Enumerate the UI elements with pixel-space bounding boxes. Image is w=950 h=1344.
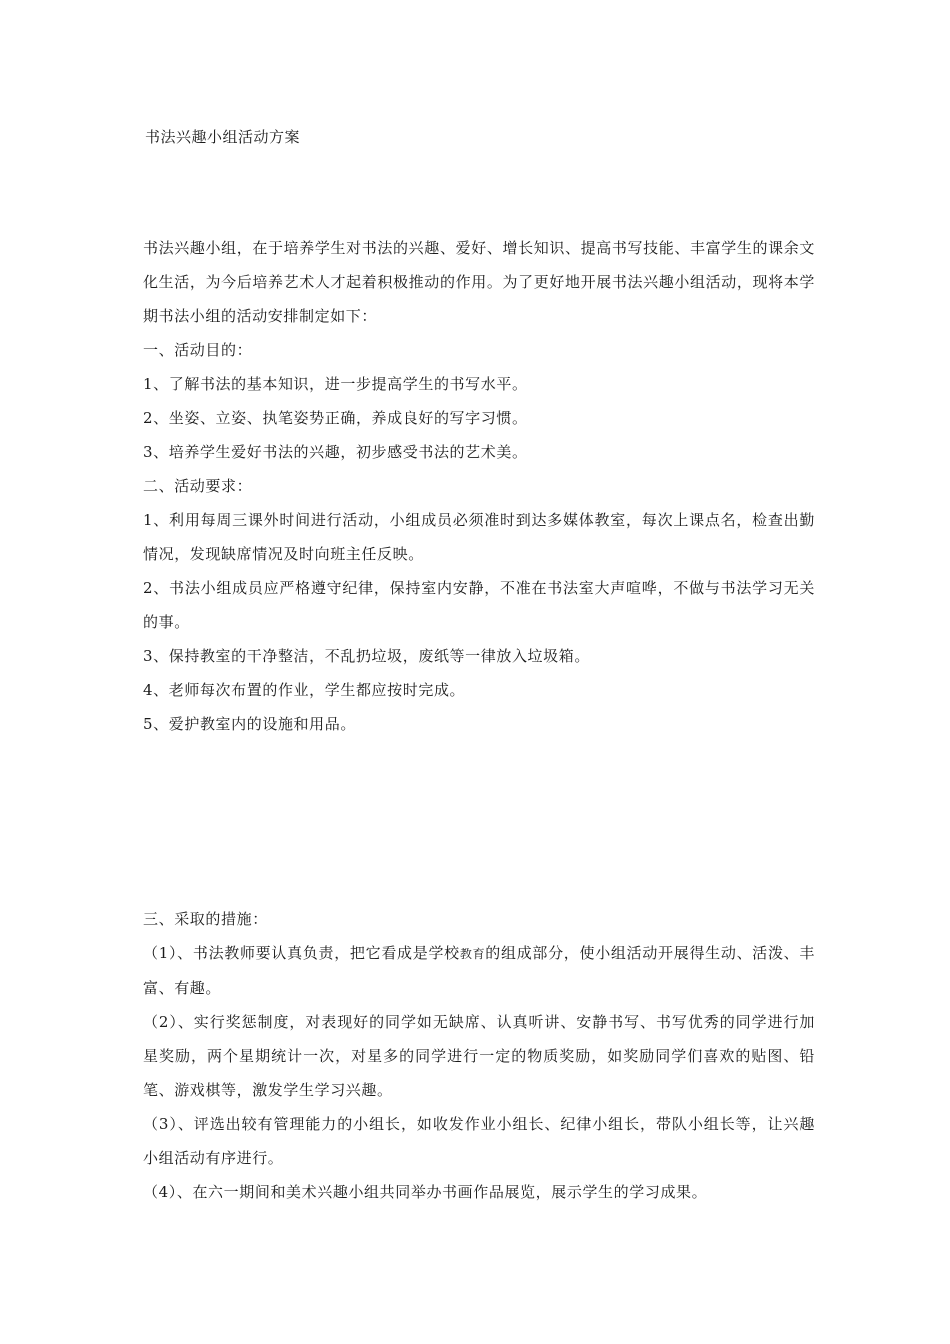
document-body-part-1: [143, 231, 815, 741]
measure-item: （3）、评选出较有管理能力的小组长，如收发作业小组长、纪律小组长，带队小组长等，让兴趣小组活动有序进行。: [143, 1115, 815, 1167]
measure-item: （4）、在六一期间和美术兴趣小组共同举办书画作品展览，展示学生的学习成果。: [143, 1183, 708, 1201]
document-title: 书法兴趣小组活动方案: [145, 128, 301, 146]
requirement-item: 1、利用每周三课外时间进行活动，小组成员必须准时到达多媒体教室，每次上课点名，检查出勤情况，发现缺席情况及时向班主任反映。: [143, 511, 815, 563]
measure-item: [143, 936, 815, 1005]
measure-item-text: 的组成部分，使小组活动开展得生动、活泼、丰富、有趣。: [143, 944, 815, 997]
section-heading-purpose: 一、活动目的：: [143, 341, 253, 359]
intro-paragraph: 书法兴趣小组，在于培养学生对书法的兴趣、爱好、增长知识、提高书写技能、丰富学生的课余文化生活，为今后培养艺术人才起着积极推动的作用。为了更好地开展书法兴趣小组活动，现将本学期书法小组的活动安排制定如下：: [143, 239, 815, 325]
requirement-item: 5、爱护教室内的设施和用品。: [143, 715, 356, 733]
section-heading-measures: 三、采取的措施：: [143, 910, 268, 928]
measure-item-small-text: 教育: [459, 947, 486, 961]
purpose-item: 2、坐姿、立姿、执笔姿势正确，养成良好的写字习惯。: [143, 409, 528, 427]
requirement-item: 3、保持教室的干净整洁，不乱扔垃圾，废纸等一律放入垃圾箱。: [143, 647, 590, 665]
purpose-item: 3、培养学生爱好书法的兴趣，初步感受书法的艺术美。: [143, 443, 528, 461]
requirement-item: 2、书法小组成员应严格遵守纪律，保持室内安静，不准在书法室大声喧哗，不做与书法学习无关的事。: [143, 579, 815, 631]
measure-item-text: （1）、书法教师要认真负责，把它看成是学校: [143, 944, 460, 962]
measure-item: （2）、实行奖惩制度，对表现好的同学如无缺席、认真听讲、安静书写、书写优秀的同学进行加星奖励，两个星期统计一次，对星多的同学进行一定的物质奖励，如奖励同学们喜欢的贴图、铅笔、游戏棋等，激发学生学习兴趣。: [143, 1013, 815, 1099]
document-body-part-2: [143, 902, 815, 1209]
requirement-item: 4、老师每次布置的作业，学生都应按时完成。: [143, 681, 466, 699]
section-heading-requirements: 二、活动要求：: [143, 477, 253, 495]
purpose-item: 1、了解书法的基本知识，进一步提高学生的书写水平。: [143, 375, 528, 393]
